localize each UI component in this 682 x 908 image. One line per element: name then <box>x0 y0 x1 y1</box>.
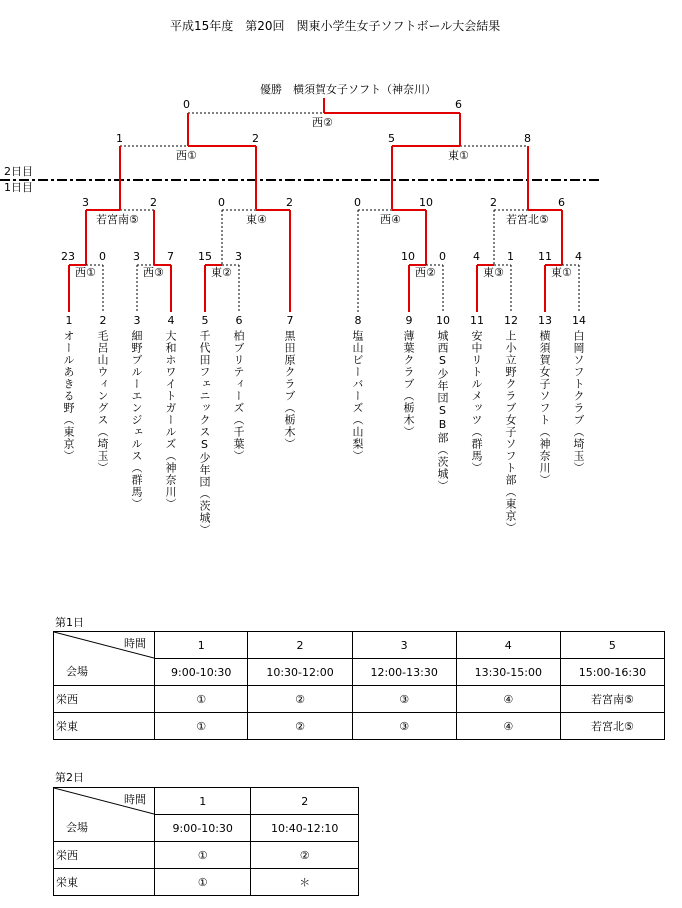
slot-number: 5 <box>560 632 664 659</box>
r2-score-left: 3 <box>133 250 140 263</box>
slot-number: 1 <box>155 788 251 815</box>
final-match-label: 西② <box>312 116 333 129</box>
team-number: 6 <box>235 314 243 327</box>
q4-score-right: 6 <box>558 196 565 209</box>
r2-match-label: 西③ <box>143 266 164 279</box>
team-number: 5 <box>201 314 209 327</box>
time-header: 時間 <box>124 793 146 806</box>
r4-match-label: 西② <box>415 266 436 279</box>
r3-match-label: 東② <box>211 266 232 279</box>
q3-score-left: 0 <box>354 196 361 209</box>
team-number: 1 <box>65 314 73 327</box>
venue-header: 会場 <box>66 821 88 834</box>
team-name: 柏ブリティーズ（千葉） <box>232 330 245 462</box>
r1-score-right: 0 <box>99 250 106 263</box>
slot-time: 9:00-10:30 <box>155 815 251 842</box>
team-name: オールあきる野（東京） <box>62 330 75 462</box>
slot-time: 13:30-15:00 <box>456 659 560 686</box>
team-name: 黒田原クラブ（栃木） <box>283 330 296 450</box>
team-number: 4 <box>167 314 175 327</box>
team-number: 12 <box>504 314 518 327</box>
team-name: 薄葉クラブ（栃木） <box>402 330 415 438</box>
match-cell: ③ <box>352 713 456 740</box>
team-name: 安中リトルメッツ（群馬） <box>470 330 483 474</box>
venue-name: 栄西 <box>54 842 155 869</box>
semi-left-score-right: 2 <box>252 132 259 145</box>
day2-schedule-table <box>53 787 359 896</box>
table-row <box>54 869 359 896</box>
r3-score-right: 3 <box>235 250 242 263</box>
team-number: 10 <box>436 314 450 327</box>
day1-schedule-table <box>53 631 665 740</box>
team-name: 白岡ソフトクラブ（埼玉） <box>572 330 585 474</box>
match-cell: ② <box>248 686 352 713</box>
match-cell: ② <box>248 713 352 740</box>
team-name: 横須賀女子ソフト（神奈川） <box>538 330 551 486</box>
slot-number: 4 <box>456 632 560 659</box>
semi-right-score-left: 5 <box>388 132 395 145</box>
team-number: 9 <box>405 314 413 327</box>
r5-match-label: 東③ <box>483 266 504 279</box>
day1-schedule-heading: 第1日 <box>55 616 84 629</box>
time-header: 時間 <box>124 637 146 650</box>
slot-number: 1 <box>155 632 248 659</box>
match-cell: 若宮北⑤ <box>560 713 664 740</box>
team-name: 千代田フェニックスS少年団（茨城） <box>198 330 211 536</box>
slot-time: 12:00-13:30 <box>352 659 456 686</box>
match-cell: ① <box>155 713 248 740</box>
team-name: 細野ブルーエンジェルス（群馬） <box>130 330 143 510</box>
final-score-left: 0 <box>183 98 190 111</box>
table-row <box>54 713 665 740</box>
slot-time: 10:40-12:10 <box>251 815 359 842</box>
day2-label: 2日目 <box>4 165 33 178</box>
match-cell: ＊ <box>251 869 359 896</box>
champion-label: 優勝 横須賀女子ソフト（神奈川） <box>260 83 436 96</box>
semi-right-score-right: 8 <box>524 132 531 145</box>
r3-score-left: 15 <box>198 250 212 263</box>
r6-score-left: 11 <box>538 250 552 263</box>
team-number: 13 <box>538 314 552 327</box>
slot-number: 2 <box>251 788 359 815</box>
q4-match-label: 若宮北⑤ <box>506 213 549 226</box>
team-name: 毛呂山ウィングス（埼玉） <box>96 330 109 474</box>
team-name: 塩山ビーバーズ（山梨） <box>351 330 364 462</box>
r4-score-right: 0 <box>439 250 446 263</box>
final-score-right: 6 <box>455 98 462 111</box>
schedule-header-cell <box>54 632 155 686</box>
slot-number: 3 <box>352 632 456 659</box>
slot-time: 9:00-10:30 <box>155 659 248 686</box>
match-cell: ① <box>155 842 251 869</box>
q3-match-label: 西④ <box>380 213 401 226</box>
day1-label: 1日目 <box>4 181 33 194</box>
q1-match-label: 若宮南⑤ <box>96 213 139 226</box>
team-number: 3 <box>133 314 141 327</box>
team-number: 2 <box>99 314 107 327</box>
match-cell: ③ <box>352 686 456 713</box>
q2-score-left: 0 <box>218 196 225 209</box>
team-number: 11 <box>470 314 484 327</box>
q2-score-right: 2 <box>286 196 293 209</box>
r2-score-right: 7 <box>167 250 174 263</box>
r1-score-left: 23 <box>61 250 75 263</box>
q4-score-left: 2 <box>490 196 497 209</box>
q1-score-left: 3 <box>82 196 89 209</box>
semi-left-match-label: 西① <box>176 149 197 162</box>
team-number: 14 <box>572 314 586 327</box>
schedule-header-cell <box>54 788 155 842</box>
venue-name: 栄東 <box>54 869 155 896</box>
venue-header: 会場 <box>66 665 88 678</box>
q2-match-label: 東④ <box>246 213 267 226</box>
semi-left-score-left: 1 <box>116 132 123 145</box>
match-cell: 若宮南⑤ <box>560 686 664 713</box>
team-number: 7 <box>286 314 294 327</box>
semi-right-match-label: 東① <box>448 149 469 162</box>
r6-score-right: 4 <box>575 250 582 263</box>
team-name: 上小立野クラブ女子ソフト部（東京） <box>504 330 517 534</box>
slot-time: 10:30-12:00 <box>248 659 352 686</box>
q3-score-right: 10 <box>419 196 433 209</box>
venue-name: 栄東 <box>54 713 155 740</box>
slot-number: 2 <box>248 632 352 659</box>
day2-schedule-heading: 第2日 <box>55 771 84 784</box>
team-name: 大和ホワイトガールズ（神奈川） <box>164 330 177 510</box>
r6-match-label: 東① <box>551 266 572 279</box>
slot-time: 15:00-16:30 <box>560 659 664 686</box>
team-name: 城西S少年団SB部（茨城） <box>436 330 449 492</box>
r4-score-left: 10 <box>401 250 415 263</box>
r5-score-left: 4 <box>473 250 480 263</box>
table-row <box>54 686 665 713</box>
match-cell: ② <box>251 842 359 869</box>
q1-score-right: 2 <box>150 196 157 209</box>
match-cell: ① <box>155 869 251 896</box>
page-title: 平成15年度 第20回 関東小学生女子ソフトボール大会結果 <box>170 19 501 33</box>
r1-match-label: 西① <box>75 266 96 279</box>
match-cell: ④ <box>456 713 560 740</box>
team-number: 8 <box>354 314 362 327</box>
table-row <box>54 842 359 869</box>
match-cell: ① <box>155 686 248 713</box>
r5-score-right: 1 <box>507 250 514 263</box>
match-cell: ④ <box>456 686 560 713</box>
venue-name: 栄西 <box>54 686 155 713</box>
